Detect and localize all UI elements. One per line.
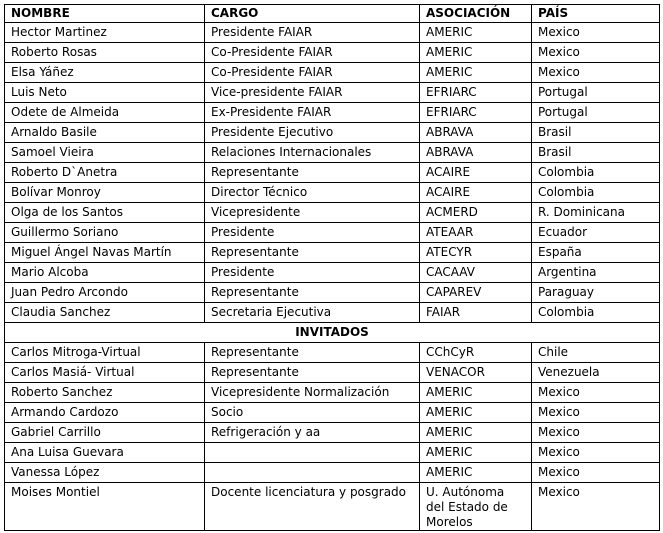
cell-nombre: Olga de los Santos: [5, 203, 205, 223]
cell-cargo: Representante: [205, 343, 420, 363]
cell-cargo: Ex-Presidente FAIAR: [205, 103, 420, 123]
cell-cargo: Co-Presidente FAIAR: [205, 43, 420, 63]
cell-pais: Portugal: [532, 83, 660, 103]
cell-asociacion: VENACOR: [420, 363, 532, 383]
cell-cargo: Docente licenciatura y posgrado: [205, 483, 420, 531]
table-row: [5, 483, 660, 531]
table-row: [5, 343, 660, 363]
cell-cargo: [205, 443, 420, 463]
cell-cargo: Presidente: [205, 223, 420, 243]
table-row: [5, 223, 660, 243]
cell-cargo: Co-Presidente FAIAR: [205, 63, 420, 83]
cell-nombre: Vanessa López: [5, 463, 205, 483]
cell-cargo: Socio: [205, 403, 420, 423]
table-row: [5, 403, 660, 423]
cell-pais: Venezuela: [532, 363, 660, 383]
cell-pais: Mexico: [532, 403, 660, 423]
cell-asociacion: EFRIARC: [420, 83, 532, 103]
cell-cargo: Vice-presidente FAIAR: [205, 83, 420, 103]
cell-cargo: Refrigeración y aa: [205, 423, 420, 443]
cell-nombre: Hector Martinez: [5, 23, 205, 43]
cell-asociacion: FAIAR: [420, 303, 532, 323]
cell-asociacion: ACMERD: [420, 203, 532, 223]
cell-nombre: Ana Luisa Guevara: [5, 443, 205, 463]
cell-asociacion: ATEAAR: [420, 223, 532, 243]
cell-pais: Mexico: [532, 383, 660, 403]
cell-nombre: Luis Neto: [5, 83, 205, 103]
cell-nombre: Moises Montiel: [5, 483, 205, 531]
cell-nombre: Armando Cardozo: [5, 403, 205, 423]
header-asociacion: ASOCIACIÓN: [420, 5, 532, 23]
cell-pais: Colombia: [532, 163, 660, 183]
table-row: [5, 263, 660, 283]
cell-cargo: Relaciones Internacionales: [205, 143, 420, 163]
cell-cargo: Representante: [205, 363, 420, 383]
cell-asociacion: AMERIC: [420, 43, 532, 63]
header-cargo: CARGO: [205, 5, 420, 23]
cell-asociacion: AMERIC: [420, 383, 532, 403]
cell-asociacion: ABRAVA: [420, 143, 532, 163]
cell-cargo: Representante: [205, 283, 420, 303]
cell-pais: Mexico: [532, 423, 660, 443]
cell-asociacion: CChCyR: [420, 343, 532, 363]
attendee-table-container: [4, 4, 659, 531]
cell-nombre: Samoel Vieira: [5, 143, 205, 163]
cell-cargo: Representante: [205, 163, 420, 183]
cell-asociacion: AMERIC: [420, 423, 532, 443]
cell-cargo: Presidente: [205, 263, 420, 283]
cell-nombre: Roberto Sanchez: [5, 383, 205, 403]
cell-nombre: Mario Alcoba: [5, 263, 205, 283]
cell-pais: Mexico: [532, 463, 660, 483]
cell-pais: Ecuador: [532, 223, 660, 243]
header-nombre: NOMBRE: [5, 5, 205, 23]
cell-asociacion: ATECYR: [420, 243, 532, 263]
cell-asociacion: U. Autónoma del Estado de Morelos: [420, 483, 532, 531]
cell-nombre: Carlos Masiá- Virtual: [5, 363, 205, 383]
cell-pais: Brasil: [532, 123, 660, 143]
cell-cargo: Representante: [205, 243, 420, 263]
table-row: [5, 243, 660, 263]
table-row: [5, 43, 660, 63]
cell-pais: Colombia: [532, 183, 660, 203]
cell-nombre: Roberto Rosas: [5, 43, 205, 63]
cell-asociacion: ACAIRE: [420, 163, 532, 183]
cell-pais: Mexico: [532, 43, 660, 63]
section-title: INVITADOS: [5, 323, 660, 343]
table-row: [5, 103, 660, 123]
table-row: [5, 363, 660, 383]
cell-asociacion: CAPAREV: [420, 283, 532, 303]
cell-pais: Brasil: [532, 143, 660, 163]
cell-nombre: Guillermo Soriano: [5, 223, 205, 243]
table-row: [5, 63, 660, 83]
cell-asociacion: AMERIC: [420, 403, 532, 423]
table-row: [5, 303, 660, 323]
attendee-table: [4, 4, 660, 531]
table-row: [5, 283, 660, 303]
cell-cargo: [205, 463, 420, 483]
cell-cargo: Vicepresidente Normalización: [205, 383, 420, 403]
cell-nombre: Claudia Sanchez: [5, 303, 205, 323]
section-row: [5, 323, 660, 343]
table-row: [5, 143, 660, 163]
cell-asociacion: ABRAVA: [420, 123, 532, 143]
table-row: [5, 83, 660, 103]
cell-pais: Portugal: [532, 103, 660, 123]
cell-cargo: Presidente FAIAR: [205, 23, 420, 43]
header-row: [5, 5, 660, 23]
cell-nombre: Miguel Ángel Navas Martín: [5, 243, 205, 263]
cell-asociacion: AMERIC: [420, 463, 532, 483]
cell-pais: Mexico: [532, 23, 660, 43]
table-row: [5, 463, 660, 483]
cell-pais: Mexico: [532, 63, 660, 83]
table-body: [5, 23, 660, 531]
cell-cargo: Vicepresidente: [205, 203, 420, 223]
cell-pais: España: [532, 243, 660, 263]
table-row: [5, 163, 660, 183]
cell-asociacion: AMERIC: [420, 63, 532, 83]
cell-pais: Chile: [532, 343, 660, 363]
cell-asociacion: ACAIRE: [420, 183, 532, 203]
table-row: [5, 203, 660, 223]
cell-nombre: Bolívar Monroy: [5, 183, 205, 203]
cell-cargo: Secretaria Ejecutiva: [205, 303, 420, 323]
cell-asociacion: AMERIC: [420, 23, 532, 43]
cell-cargo: Presidente Ejecutivo: [205, 123, 420, 143]
header-pais: PAÍS: [532, 5, 660, 23]
cell-nombre: Carlos Mitroga-Virtual: [5, 343, 205, 363]
cell-nombre: Roberto D`Anetra: [5, 163, 205, 183]
cell-nombre: Arnaldo Basile: [5, 123, 205, 143]
table-row: [5, 423, 660, 443]
cell-nombre: Gabriel Carrillo: [5, 423, 205, 443]
table-row: [5, 123, 660, 143]
cell-pais: Paraguay: [532, 283, 660, 303]
cell-asociacion: CACAAV: [420, 263, 532, 283]
cell-cargo: Director Técnico: [205, 183, 420, 203]
cell-pais: Mexico: [532, 443, 660, 463]
cell-nombre: Juan Pedro Arcondo: [5, 283, 205, 303]
cell-pais: Argentina: [532, 263, 660, 283]
cell-pais: Colombia: [532, 303, 660, 323]
cell-asociacion: AMERIC: [420, 443, 532, 463]
table-row: [5, 183, 660, 203]
table-row: [5, 443, 660, 463]
cell-asociacion: EFRIARC: [420, 103, 532, 123]
table-row: [5, 383, 660, 403]
cell-nombre: Odete de Almeida: [5, 103, 205, 123]
table-row: [5, 23, 660, 43]
cell-nombre: Elsa Yáñez: [5, 63, 205, 83]
cell-pais: Mexico: [532, 483, 660, 531]
cell-pais: R. Dominicana: [532, 203, 660, 223]
